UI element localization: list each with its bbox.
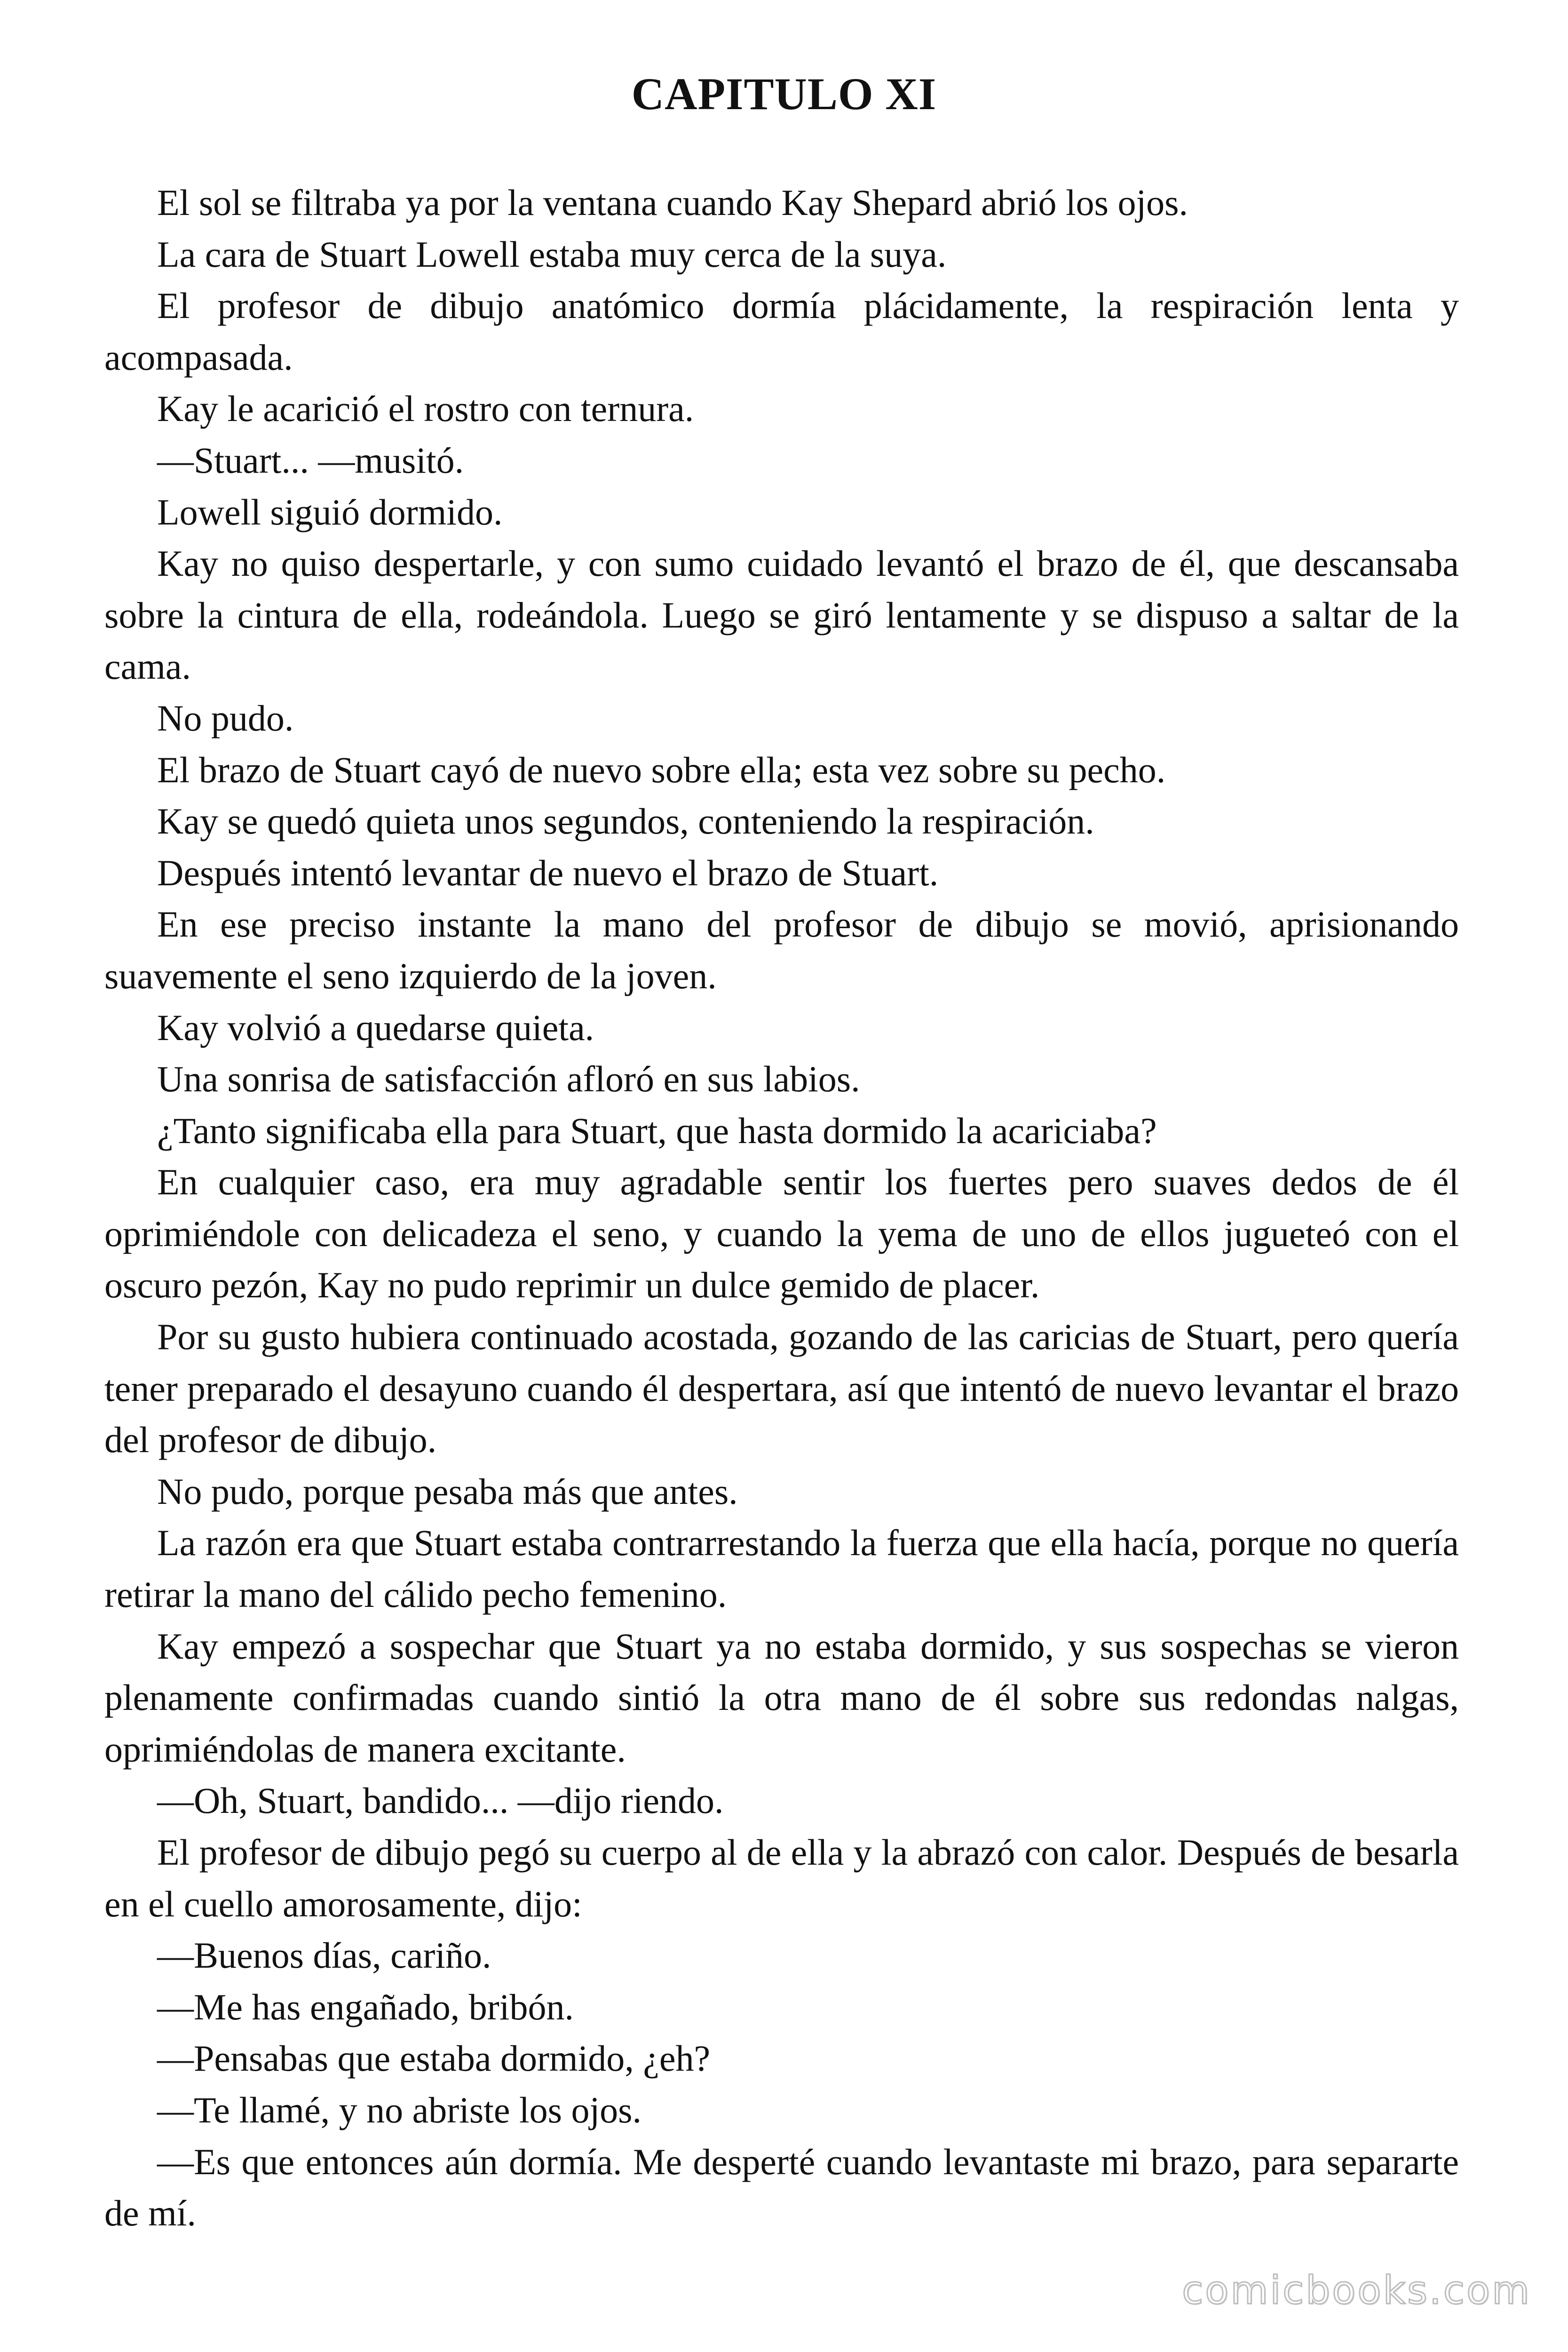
paragraph: —Buenos días, cariño. [157,1935,491,1976]
paragraph: El profesor de dibujo pegó su cuerpo al de ella y la abrazó con calor. Después de besarla en el cuello amorosamente, dijo: [104,1832,1459,1924]
paragraph: —Oh, Stuart, bandido... —dijo riendo. [157,1780,724,1821]
chapter-body [104,177,1459,2239]
paragraph: No pudo, porque pesaba más que antes. [157,1470,738,1512]
paragraph: —Stuart... —musitó. [157,439,464,481]
paragraph: —Es que entonces aún dormía. Me desperté cuando levantaste mi brazo, para separarte de mí. [104,2141,1459,2234]
paragraph: —Pensabas que estaba dormido, ¿eh? [157,2038,711,2079]
paragraph: Kay le acarició el rostro con ternura. [157,388,694,429]
watermark: comicbooks.com [1182,2268,1531,2313]
paragraph: Kay se quedó quieta unos segundos, conteniendo la respiración. [157,801,1094,842]
paragraph: Kay no quiso despertarle, y con sumo cuidado levantó el brazo de él, que descansaba sobre la cintura de ella, rodeándola. Luego se giró lentamente y se dispuso a saltar de la cama. [104,543,1459,687]
paragraph: Por su gusto hubiera continuado acostada, gozando de las caricias de Stuart, pero quería tener preparado el desayuno cuando él despertara, así que intentó de nuevo levantar el brazo del profesor de dibujo. [104,1316,1459,1461]
paragraph: Una sonrisa de satisfacción afloró en sus labios. [157,1058,860,1100]
paragraph: El sol se filtraba ya por la ventana cuando Kay Shepard abrió los ojos. [157,182,1188,223]
paragraph: En cualquier caso, era muy agradable sentir los fuertes pero suaves dedos de él oprimiéndole con delicadeza el seno, y cuando la yema de uno de ellos jugueteó con el oscuro pezón, Kay no pudo reprimir un dulce gemido de placer. [104,1161,1459,1306]
paragraph: El brazo de Stuart cayó de nuevo sobre ella; esta vez sobre su pecho. [157,749,1166,790]
paragraph: La razón era que Stuart estaba contrarrestando la fuerza que ella hacía, porque no quería retirar la mano del cálido pecho femenino. [104,1522,1459,1615]
paragraph: Kay volvió a quedarse quieta. [157,1007,594,1048]
paragraph: Después intentó levantar de nuevo el brazo de Stuart. [157,852,939,893]
paragraph: El profesor de dibujo anatómico dormía plácidamente, la respiración lenta y acompasada. [104,285,1459,378]
paragraph: En ese preciso instante la mano del profesor de dibujo se movió, aprisionando suavemente el seno izquierdo de la joven. [104,904,1459,996]
paragraph: —Te llamé, y no abriste los ojos. [157,2089,642,2130]
paragraph: No pudo. [157,697,294,739]
chapter-title: CAPITULO XI [631,69,937,119]
paragraph: —Me has engañado, bribón. [157,1986,574,2027]
paragraph: Kay empezó a sospechar que Stuart ya no estaba dormido, y sus sospechas se vieron plenamente confirmadas cuando sintió la otra mano de él sobre sus redondas nalgas, oprimiéndolas de manera excitante. [104,1625,1459,1770]
paragraph: ¿Tanto significaba ella para Stuart, que hasta dormido la acariciaba? [157,1110,1157,1151]
paragraph: Lowell siguió dormido. [157,491,503,532]
paragraph: La cara de Stuart Lowell estaba muy cerca de la suya. [157,233,947,275]
